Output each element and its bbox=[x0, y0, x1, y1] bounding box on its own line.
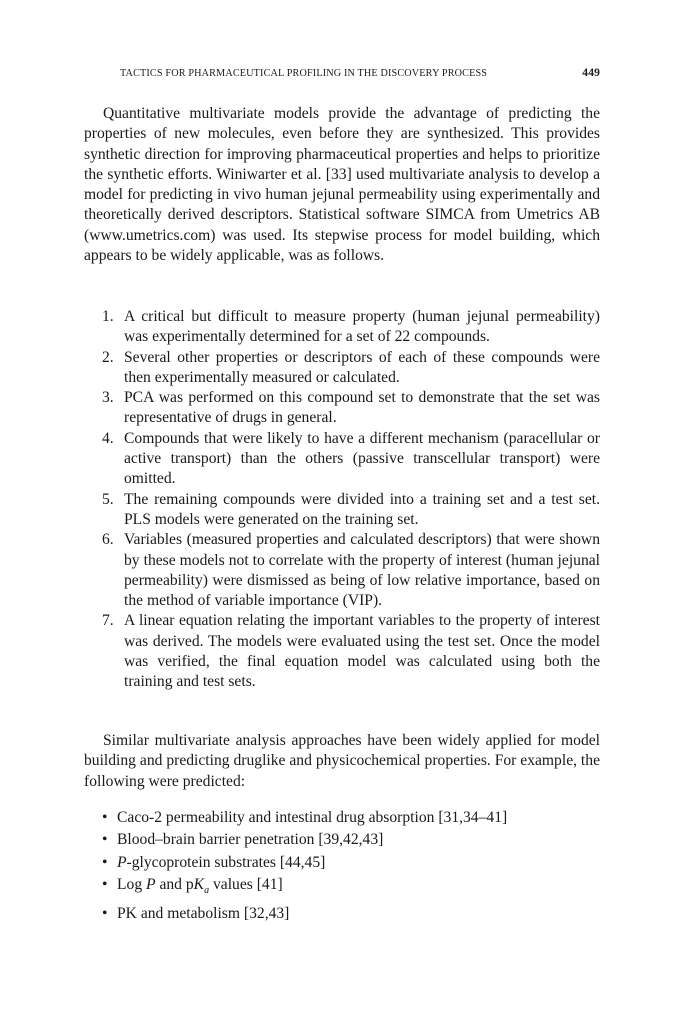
italic-p: P bbox=[117, 853, 127, 871]
log-text: Log bbox=[117, 876, 147, 894]
step-text: Variables (measured properties and calculated descriptors) that were shown by these models not to correlate with the property of interest (human jejunal permeability) were dismissed as being of low relative importance, based on the method of variable importance (VIP). bbox=[124, 531, 600, 610]
list-item-text: -glycoprotein substrates [44,45] bbox=[126, 853, 326, 871]
step-number: 3. bbox=[102, 389, 114, 407]
page-number: 449 bbox=[582, 67, 600, 79]
step-item bbox=[102, 490, 600, 531]
paragraph-similar-approaches: Similar multivariate analysis approaches have been widely applied for model building and predicting druglike and physicochemical properties. For example, the following were predicted: bbox=[84, 732, 600, 790]
step-text: The remaining compounds were divided into a training set and a test set. PLS models were generated on the training set. bbox=[124, 490, 600, 528]
bullet-icon: • bbox=[102, 853, 108, 871]
list-item-text: PK and metabolism [32,43] bbox=[117, 904, 290, 922]
italic-k: K bbox=[193, 876, 205, 894]
step-item bbox=[102, 348, 600, 389]
paragraph-multivariate-models: Quantitative multivariate models provide the advantage of predicting the properties of new molecules, even before they are synthesized. This provides synthetic direction for improving pharmaceutical properties and helps to prioritize the synthetic efforts. Winiwarter et al. [33] used multivariate analysis to develop a model for predicting in vivo human jejunal permeability using experimentally and theoretically derived descriptors. Statistical software SIMCA from Umetrics AB (www.umetrics.com) was used. Its stepwise process for model building, which appears to be widely applicable, was as follows. bbox=[84, 105, 600, 265]
subscript-a: a bbox=[204, 885, 210, 897]
step-text: A linear equation relating the important variables to the property of interest was derived. The models were evaluated using the test set. Once the model was verified, the final equation model was calculated using both the training and test sets. bbox=[124, 612, 600, 691]
bullet-icon: • bbox=[102, 904, 108, 922]
step-item bbox=[102, 530, 600, 611]
italic-p: P bbox=[146, 876, 156, 894]
step-text: PCA was performed on this compound set to demonstrate that the set was representative of drugs in general. bbox=[124, 389, 600, 427]
bullet-icon: • bbox=[102, 876, 108, 894]
step-number: 5. bbox=[102, 490, 114, 508]
list-item bbox=[102, 807, 600, 829]
bullet-icon: • bbox=[102, 809, 108, 826]
model-building-steps bbox=[102, 307, 600, 693]
list-item-text: Blood–brain barrier penetration [39,42,43] bbox=[117, 831, 384, 849]
list-item bbox=[102, 874, 600, 903]
list-item bbox=[102, 852, 600, 874]
predicted-properties-list bbox=[102, 807, 600, 925]
step-number: 1. bbox=[102, 308, 114, 325]
step-text: A critical but difficult to measure property (human jejunal permeability) was experimentally determined for a set of 22 compounds. bbox=[124, 308, 600, 346]
bullet-icon: • bbox=[102, 831, 108, 849]
list-item bbox=[102, 829, 600, 851]
step-number: 2. bbox=[102, 348, 114, 366]
list-item bbox=[102, 903, 600, 925]
step-number: 4. bbox=[102, 429, 114, 447]
list-item-text: Caco-2 permeability and intestinal drug absorption [31,34–41] bbox=[117, 809, 508, 826]
step-item bbox=[102, 388, 600, 429]
step-item bbox=[102, 611, 600, 692]
step-item bbox=[102, 307, 600, 348]
step-text: Several other properties or descriptors of each of these compounds were then experimentally measured or calculated. bbox=[124, 348, 600, 386]
step-item bbox=[102, 429, 600, 490]
step-number: 7. bbox=[102, 612, 114, 630]
and-p-text: and p bbox=[155, 876, 194, 894]
step-text: Compounds that were likely to have a different mechanism (paracellular or active transport) than the others (passive transcellular transport) were omitted. bbox=[124, 429, 600, 488]
list-item-text: values [41] bbox=[209, 876, 283, 894]
running-head-title: TACTICS FOR PHARMACEUTICAL PROFILING IN THE DISCOVERY PROCESS bbox=[120, 68, 488, 79]
step-number: 6. bbox=[102, 531, 114, 549]
